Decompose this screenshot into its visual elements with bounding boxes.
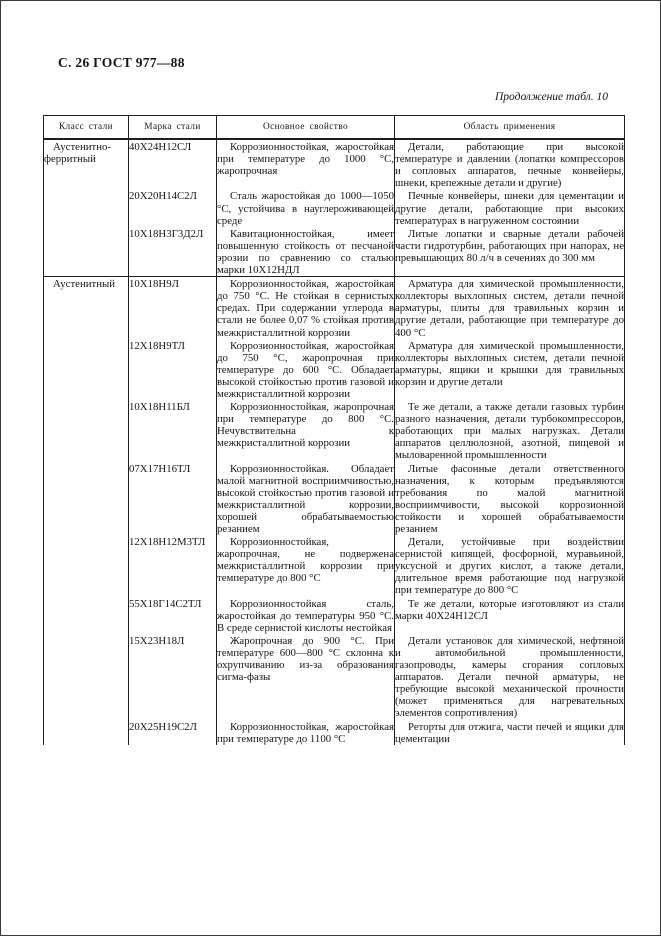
main-property-cell: Сталь жаростойкая до 1000—1050 °С, устойчива в науглероживающей среде xyxy=(217,190,394,227)
application-cell: Детали установок для химической, нефтяной и автомобильной промышленности, газопроводы, камеры сгорания сопловых аппаратов. Детали печной арматуры, не требующие высокой механической прочности (может применяться для нагревательных элементов сопротивления) xyxy=(395,634,624,720)
main-property-cell: Коррозионностойкая, жаропрочная, не подвержена межкристаллитной коррозии при температуре до 800 °С xyxy=(217,535,395,596)
main-property-cell: Коррозионностойкая сталь, жаростойкая до температуры 950 °С. В среде сернистой кислоты нестойкая xyxy=(217,597,394,634)
table-row xyxy=(44,535,625,596)
main-property-cell: Жаропрочная до 900 °С. При температуре 600—800 °С склонна к охрупчиванию из-за образования сигма-фазы xyxy=(217,634,395,720)
application-cell: Печные конвейеры, шнеки для цементации и другие детали, работающие при высоких температурах в нагруженном состоянии xyxy=(395,190,624,227)
application-cell: Литые лопатки и сварные детали рабочей части гидротурбин, работающих при напорах, не превышающих 80 л/ч в сечениях до 300 мм xyxy=(395,227,625,277)
steel-grade-cell: 20Х20Н14С2Л xyxy=(129,189,217,226)
application-cell: Те же детали, а также детали газовых турбин разного назначения, детали турбокомпрессоров, работающих при малых нагрузках. Детали аппаратов целлюлозной, азотной, пищевой и мыловаренной промышленности xyxy=(395,401,624,462)
main-property-cell: Коррозионностойкая, жаростойкая до 750 °С, жаропрочная при температуре до 600 °С. Обладает высокой стойкостью против газовой и межкристаллитной коррозии xyxy=(217,339,394,400)
table-continuation-caption: Продолжение табл. 10 xyxy=(495,91,608,103)
table-row xyxy=(44,189,625,226)
table-row xyxy=(44,277,625,339)
table-row xyxy=(44,227,625,277)
steel-class-cell: Аустенитный xyxy=(44,277,129,745)
main-property-cell: Коррозионностойкая, жаростойкая при температуре до 1100 °С xyxy=(217,720,394,745)
table-row xyxy=(44,462,625,536)
application-cell: Те же детали, которые изготовляют из стали марки 40Х24Н12СЛ xyxy=(395,597,625,634)
application-cell: Реторты для отжига, части печей и ящики для цементации xyxy=(395,720,624,745)
steel-class-cell: Аустенитно-ферритный xyxy=(44,139,129,277)
column-header-steel-grade: Марка стали xyxy=(129,116,217,140)
application-cell: Детали, устойчивые при воздействии сернистой кипящей, фосфорной, муравьиной, уксусной и других кислот, а также детали, длительное время работающие под нагрузкой при температуре до 800 °С xyxy=(395,536,624,597)
application-cell: Арматура для химической промышленности, коллекторы выхлопных систем, детали печной арматуры, ящики и крышки для травильных корзин и другие детали xyxy=(395,339,625,400)
steel-grade-cell: 10Х18Н9Л xyxy=(129,277,217,339)
column-header-steel-class: Класс стали xyxy=(44,116,129,140)
table-row xyxy=(44,339,625,400)
table-row xyxy=(44,634,625,720)
steel-grades-table xyxy=(43,115,625,745)
main-property-cell: Коррозионностойкая. Обладает малой магнитной восприимчивостью, высокой стойкостью против газовой и межкристаллитной коррозии, хорошей обрабатываемостью резанием xyxy=(217,462,394,535)
steel-grade-cell: 20Х25Н19С2Л xyxy=(129,720,217,745)
application-cell: Детали, работающие при высокой температуре и давлении (лопатки компрессоров и сопловых аппаратов, печные конвейеры, шнеки, крепежные детали и другие) xyxy=(395,141,624,190)
table-row xyxy=(44,400,625,461)
application-cell: Арматура для химической промышленности, коллекторы выхлопных систем, детали печной арматуры, плиты для травильных корзин и другие детали, работающие при температуре до 400 °С xyxy=(395,278,624,339)
column-header-application-area: Область применения xyxy=(395,116,625,140)
steel-grade-cell: 07Х17Н16ТЛ xyxy=(129,462,217,536)
table-row xyxy=(44,597,625,634)
steel-grade-cell: 10Х18Н11БЛ xyxy=(129,400,217,461)
column-header-main-property: Основное свойство xyxy=(217,116,395,140)
main-property-cell: Коррозионностойкая, жаропрочная при температуре до 800 °С. Нечувствительна к межкристаллитной коррозии xyxy=(217,400,395,461)
page-header-gost-number: С. 26 ГОСТ 977—88 xyxy=(58,55,185,70)
application-cell: Литые фасонные детали ответственного назначения, к которым предъявляются требования по малой магнитной восприимчивости, высокой коррозионной стойкости и хорошей обрабатываемости резанием xyxy=(395,462,624,535)
steel-grade-cell: 55Х18Г14С2ТЛ xyxy=(129,597,217,634)
main-property-cell: Коррозионностойкая, жаростойкая при температуре до 1000 °С, жаропрочная xyxy=(217,139,395,189)
steel-grade-cell: 15Х23Н18Л xyxy=(129,634,217,720)
steel-grade-cell: 40Х24Н12СЛ xyxy=(129,139,217,189)
table-row xyxy=(44,720,625,745)
steel-grade-cell: 12Х18Н12М3ТЛ xyxy=(129,535,217,596)
table-header-row xyxy=(44,116,625,140)
steel-grade-cell: 10Х18Н3Г3Д2Л xyxy=(129,227,217,277)
steel-grade-cell: 12Х18Н9ТЛ xyxy=(129,339,217,400)
main-property-cell: Кавитационностойкая, имеет повышенную стойкость от песчаной эрозии по сравнению со сталью марки 10Х12НДЛ xyxy=(217,227,394,277)
table-row xyxy=(44,139,625,189)
main-property-cell: Коррозионностойкая, жаростойкая до 750 °С. Не стойкая в сернистых средах. При содержании углерода в стали не более 0,07 % стойкая против межкристаллитной коррозии xyxy=(217,278,394,339)
